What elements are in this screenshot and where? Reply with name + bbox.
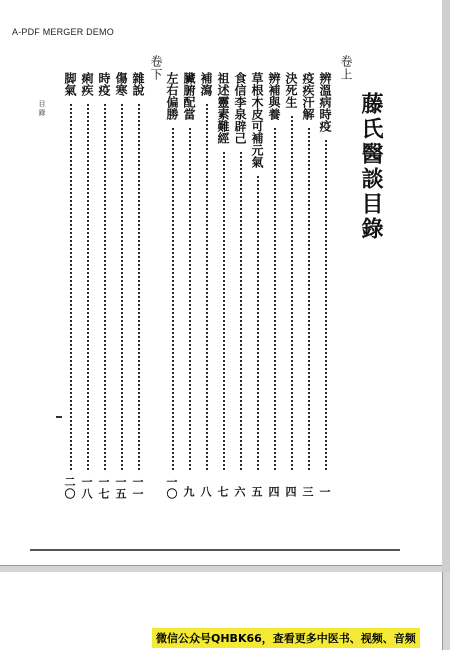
folio-mark: [56, 416, 62, 418]
bottom-rule: [30, 549, 400, 551]
toc-entry[interactable]: 脚氣: [63, 72, 77, 96]
volume-label-1: 卷上: [339, 55, 353, 81]
toc-page-number: 六: [233, 486, 246, 498]
toc-page-number: 一一: [131, 476, 144, 500]
toc-entry[interactable]: 辨溫病時疫: [318, 72, 332, 132]
book-title: [360, 92, 382, 242]
toc-leader: [291, 116, 293, 470]
promo-banner: 微信公众号QHBK66，查看更多中医书、视频、音频: [152, 628, 420, 648]
toc-entry[interactable]: 辨補與養: [267, 72, 281, 120]
side-label: 目錄: [38, 100, 46, 118]
toc-entry[interactable]: 補瀉: [199, 72, 213, 96]
toc-page-number: 二〇: [63, 476, 76, 500]
toc-leader: [325, 140, 327, 470]
toc-leader: [138, 104, 140, 470]
toc-leader: [274, 128, 276, 470]
toc-entry[interactable]: 食信李泉辟己: [233, 72, 247, 144]
toc-leader: [257, 176, 259, 470]
toc-page-number: 七: [216, 486, 229, 498]
toc-leader: [308, 128, 310, 470]
toc-page-number: 一: [318, 486, 331, 498]
toc-page-number: 四: [284, 486, 297, 498]
toc-leader: [189, 128, 191, 470]
toc-leader: [206, 104, 208, 470]
toc-entry[interactable]: 臟腑配當: [182, 72, 196, 120]
toc-entry[interactable]: 祖述靈素難經: [216, 72, 230, 144]
toc-entry[interactable]: 時疫: [97, 72, 111, 96]
toc-page-number: 三: [301, 486, 314, 498]
toc-leader: [240, 152, 242, 470]
toc-page-number: 四: [267, 486, 280, 498]
toc-leader: [104, 104, 106, 470]
toc-leader: [87, 104, 89, 470]
watermark-label: A-PDF MERGER DEMO: [12, 27, 114, 37]
toc-entry[interactable]: 草根木皮可補元氣: [250, 72, 264, 168]
toc-page-number: 一七: [97, 476, 110, 500]
toc-page-number: 一〇: [165, 476, 178, 500]
page-shadow: [442, 0, 450, 572]
toc-entry[interactable]: 疫疾汗解: [301, 72, 315, 120]
toc-page-number: 一五: [114, 476, 127, 500]
volume-label-2: 卷下: [149, 55, 163, 81]
toc-entry[interactable]: 痢疾: [80, 72, 94, 96]
toc-page-number: 一八: [80, 476, 93, 500]
toc-leader: [121, 104, 123, 470]
toc-leader: [223, 152, 225, 470]
toc-entry[interactable]: 決死生: [284, 72, 298, 108]
toc-leader: [70, 104, 72, 470]
toc-page-number: 八: [199, 486, 212, 498]
toc-entry[interactable]: 左右偏勝: [165, 72, 179, 120]
title-prefix: 藤氏: [358, 92, 384, 142]
toc-page-number: 五: [250, 486, 263, 498]
title-main: 醫談目錄: [358, 142, 384, 242]
toc-leader: [172, 128, 174, 470]
toc-entry[interactable]: 傷寒: [114, 72, 128, 96]
toc-entry[interactable]: 雜說: [131, 72, 145, 96]
toc-page-number: 九: [182, 486, 195, 498]
